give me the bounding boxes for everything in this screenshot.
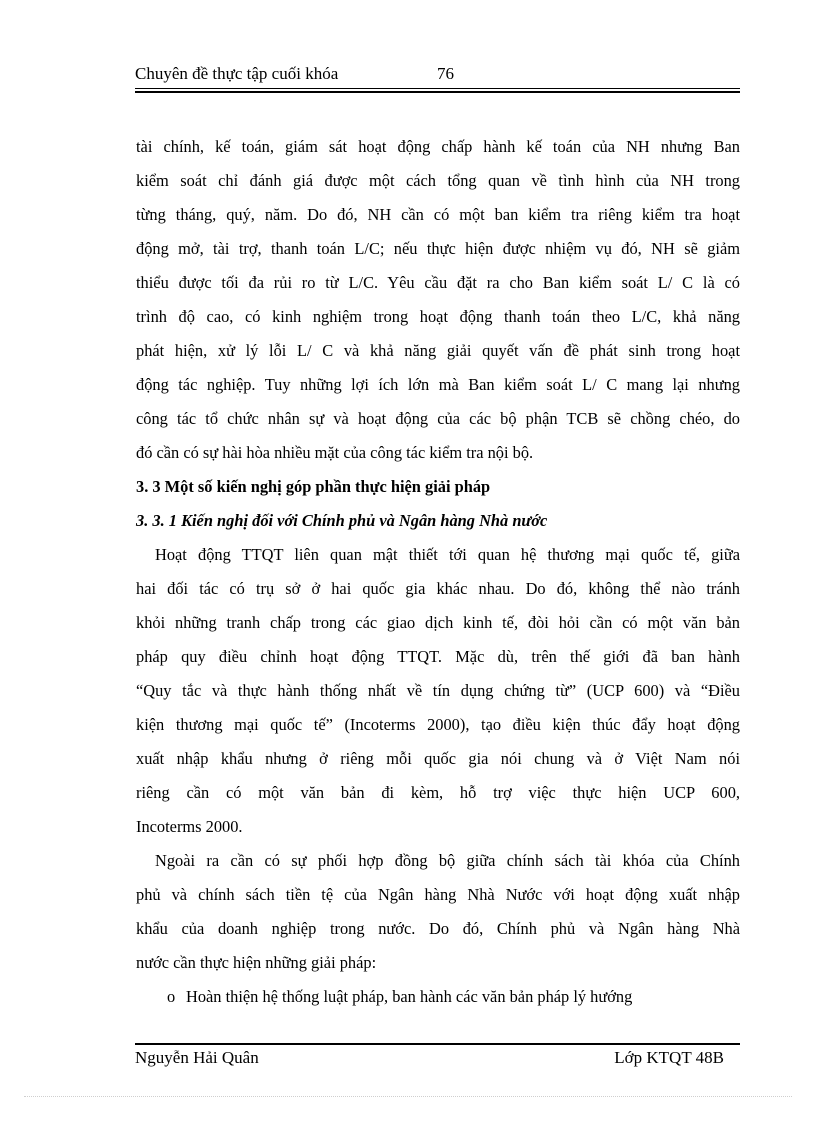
text-line: công tác tổ chức nhân sự và hoạt động của các bộ phận TCB sẽ chồng chéo, do	[136, 409, 740, 428]
text-line: riêng cần có một văn bản đi kèm, hỗ trợ việc thực hiện UCP 600,	[136, 783, 740, 802]
text-line: đó cần có sự hài hòa nhiều mặt của công tác kiểm tra nội bộ.	[136, 443, 534, 462]
text-line: kiện thương mại quốc tế” (Incoterms 2000), tạo điều kiện thúc đẩy hoạt động	[136, 715, 740, 734]
paragraph-2	[136, 538, 740, 844]
footer-class-label: Lớp KTQT 48B	[614, 1048, 724, 1067]
text-line: kiểm soát chỉ đánh giá được một cách tổng quan về tình hình của NH trong	[136, 171, 740, 190]
paragraph-1	[136, 130, 740, 470]
page-body	[136, 130, 740, 1014]
bullet-marker: o	[167, 987, 176, 1006]
subsection-heading: 3. 3. 1 Kiến nghị đối với Chính phủ và Ngân hàng Nhà nước	[136, 511, 548, 530]
text-line: động tác nghiệp. Tuy những lợi ích lớn mà Ban kiểm soát L/ C mang lại nhưng	[136, 375, 740, 394]
section-heading: 3. 3 Một số kiến nghị góp phần thực hiện giải pháp	[136, 477, 491, 496]
paragraph-3	[136, 844, 740, 980]
header-title: Chuyên đề thực tập cuối khóa	[135, 64, 339, 83]
footer-rule	[135, 1043, 740, 1045]
text-line: Incoterms 2000.	[136, 817, 243, 836]
text-line: Hoạt động TTQT liên quan mật thiết tới quan hệ thương mại quốc tế, giữa	[155, 545, 740, 564]
bullet-text: Hoàn thiện hệ thống luật pháp, ban hành các văn bản pháp lý hướng	[186, 987, 633, 1006]
bullet-item	[136, 980, 740, 1014]
text-line: Ngoài ra cần có sự phối hợp đồng bộ giữa chính sách tài khóa của Chính	[155, 851, 740, 870]
footer-author: Nguyễn Hải Quân	[135, 1048, 259, 1067]
text-line: hai đối tác có trụ sở ở hai quốc gia khác nhau. Do đó, không thể nào tránh	[136, 579, 740, 598]
page-number: 76	[437, 64, 454, 83]
text-line: trình độ cao, có kinh nghiệm trong hoạt động thanh toán theo L/C, khả năng	[136, 307, 740, 326]
header-rule-bottom	[135, 91, 740, 93]
text-line: nước cần thực hiện những giải pháp:	[136, 953, 377, 972]
text-line: khẩu của doanh nghiệp trong nước. Do đó, Chính phủ và Ngân hàng Nhà	[136, 919, 740, 938]
text-line: “Quy tắc và thực hành thống nhất về tín dụng chứng từ” (UCP 600) và “Điều	[136, 681, 740, 700]
text-line: khỏi những tranh chấp trong các giao dịch kinh tế, đòi hỏi cần có một văn bản	[136, 613, 740, 632]
text-line: từng tháng, quý, năm. Do đó, NH cần có một ban kiểm tra riêng kiểm tra hoạt	[136, 205, 740, 224]
text-line: tài chính, kế toán, giám sát hoạt động chấp hành kế toán của NH nhưng Ban	[136, 137, 740, 156]
text-line: thiểu được tối đa rủi ro từ L/C. Yêu cầu đặt ra cho Ban kiểm soát L/ C là có	[136, 273, 740, 292]
header-rule-top	[135, 88, 740, 89]
text-line: động mở, tài trợ, thanh toán L/C; nếu thực hiện được nhiệm vụ đó, NH sẽ giảm	[136, 239, 740, 258]
text-line: phủ và chính sách tiền tệ của Ngân hàng Nhà Nước với hoạt động xuất nhập	[136, 885, 740, 904]
text-line: phát hiện, xử lý lỗi L/ C và khả năng giải quyết vấn đề phát sinh trong hoạt	[136, 341, 740, 360]
text-line: pháp quy điều chỉnh hoạt động TTQT. Mặc dù, trên thế giới đã ban hành	[136, 647, 740, 666]
text-line: xuất nhập khẩu nhưng ở riêng mỗi quốc gia nói chung và ở Việt Nam nói	[136, 749, 740, 768]
page-edge-dotted-line	[24, 1096, 792, 1097]
